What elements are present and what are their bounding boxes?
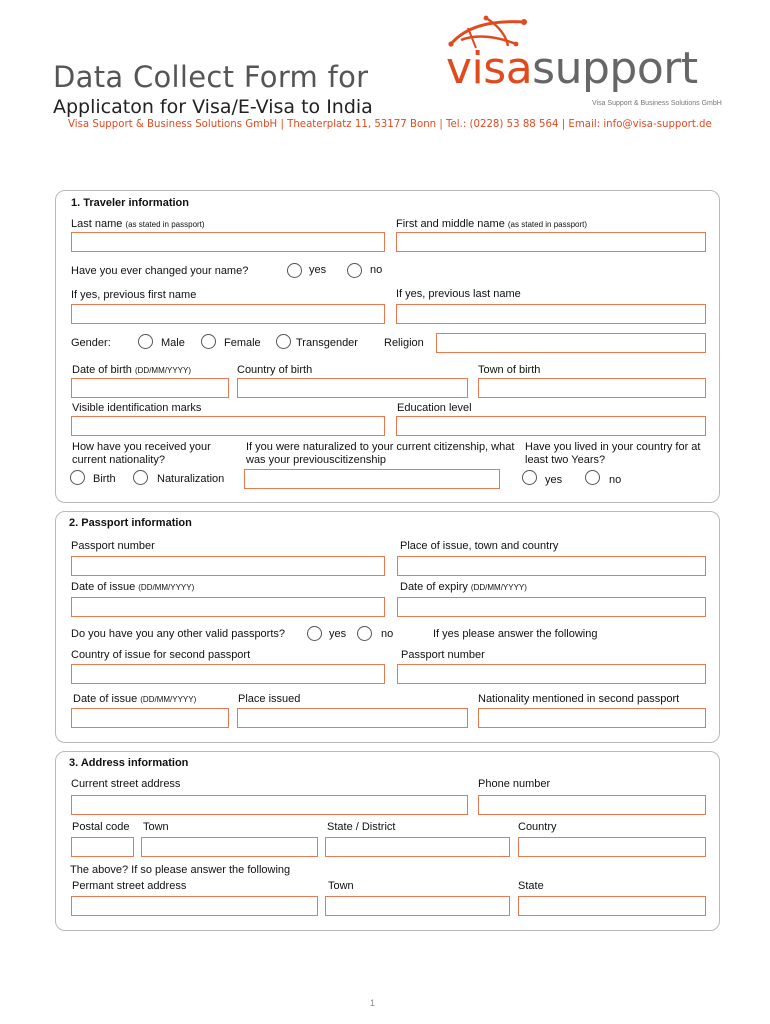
lived-no-label: no bbox=[609, 474, 622, 486]
religion-label: Religion bbox=[384, 337, 424, 349]
place-of-issue-label: Place of issue, town and country bbox=[400, 540, 559, 552]
second-passport-country-label: Country of issue for second passport bbox=[71, 649, 251, 661]
town-input[interactable] bbox=[141, 837, 318, 857]
first-name-input[interactable] bbox=[396, 232, 706, 252]
date-of-issue-label-text: Date of issue bbox=[71, 581, 139, 593]
town-of-birth-input[interactable] bbox=[478, 378, 706, 398]
nationality-birth-label: Birth bbox=[93, 473, 116, 485]
date-of-issue-note: (DD/MM/YYYY) bbox=[138, 583, 195, 592]
changed-name-yes-radio[interactable] bbox=[287, 263, 302, 278]
gender-male-radio[interactable] bbox=[138, 334, 153, 349]
if-yes-note: If yes please answer the following bbox=[433, 628, 598, 640]
previous-last-name-label: If yes, previous last name bbox=[396, 288, 521, 300]
logo-support: support bbox=[532, 43, 698, 94]
permanent-street-label: Permant street address bbox=[72, 880, 187, 892]
other-passports-no-label: no bbox=[381, 628, 394, 640]
second-date-of-issue-note: (DD/MM/YYYY) bbox=[140, 695, 197, 704]
passport-number-input[interactable] bbox=[71, 556, 385, 576]
passport-number-label: Passport number bbox=[71, 540, 155, 552]
first-name-label-text: First and middle name bbox=[396, 218, 508, 230]
religion-input[interactable] bbox=[436, 333, 706, 353]
visible-marks-input[interactable] bbox=[71, 416, 385, 436]
first-name-note: (as stated in passport) bbox=[507, 220, 588, 229]
changed-name-question: Have you ever changed your name? bbox=[71, 265, 249, 277]
gender-female-radio[interactable] bbox=[201, 334, 216, 349]
permanent-street-input[interactable] bbox=[71, 896, 318, 916]
permanent-town-label: Town bbox=[328, 880, 354, 892]
country-label: Country bbox=[518, 821, 557, 833]
last-name-input[interactable] bbox=[71, 232, 385, 252]
postal-code-label: Postal code bbox=[72, 821, 130, 833]
other-passports-yes-label: yes bbox=[329, 628, 347, 640]
place-issued-label: Place issued bbox=[238, 693, 301, 705]
dob-note: (DD/MM/YYYY) bbox=[134, 366, 191, 375]
permanent-town-input[interactable] bbox=[325, 896, 510, 916]
visible-marks-label: Visible identification marks bbox=[72, 402, 202, 414]
date-of-issue-input[interactable] bbox=[71, 597, 385, 617]
form-title: Data Collect Form for bbox=[53, 60, 369, 94]
logo bbox=[446, 43, 698, 94]
date-of-expiry-input[interactable] bbox=[397, 597, 706, 617]
date-of-expiry-label-text: Date of expiry bbox=[400, 581, 471, 593]
place-issued-input[interactable] bbox=[237, 708, 468, 728]
education-level-input[interactable] bbox=[396, 416, 706, 436]
second-passport-number-input[interactable] bbox=[397, 664, 706, 684]
postal-code-input[interactable] bbox=[71, 837, 134, 857]
other-passports-yes-radio[interactable] bbox=[307, 626, 322, 641]
current-street-label: Current street address bbox=[71, 778, 181, 790]
phone-number-input[interactable] bbox=[478, 795, 706, 815]
current-street-input[interactable] bbox=[71, 795, 468, 815]
second-nationality-input[interactable] bbox=[478, 708, 706, 728]
changed-name-yes-label: yes bbox=[309, 264, 327, 276]
contact-line: Visa Support & Business Solutions GmbH | Theaterplatz 11, 53177 Bonn | Tel.: (0228) 53 88 564 | Email: info@visa-support.de bbox=[68, 119, 712, 130]
form-subtitle: Applicaton for Visa/E-Visa to India bbox=[53, 96, 373, 118]
second-passport-country-input[interactable] bbox=[71, 664, 385, 684]
gender-transgender-radio[interactable] bbox=[276, 334, 291, 349]
second-date-of-issue-label bbox=[73, 693, 196, 706]
dob-label-text: Date of birth bbox=[72, 364, 135, 376]
lived-yes-radio[interactable] bbox=[522, 470, 537, 485]
logo-visa: visa bbox=[446, 43, 533, 94]
country-of-birth-input[interactable] bbox=[237, 378, 468, 398]
second-date-of-issue-input[interactable] bbox=[71, 708, 229, 728]
permanent-state-input[interactable] bbox=[518, 896, 706, 916]
nationality-naturalization-radio[interactable] bbox=[133, 470, 148, 485]
state-district-label: State / District bbox=[327, 821, 396, 833]
section-2-title: 2. Passport information bbox=[69, 517, 192, 529]
lived-no-radio[interactable] bbox=[585, 470, 600, 485]
date-of-issue-label bbox=[71, 581, 194, 594]
second-passport-number-label: Passport number bbox=[401, 649, 485, 661]
second-nationality-label: Nationality mentioned in second passport bbox=[478, 693, 680, 705]
received-nationality-question: How have you received your current nationality? bbox=[72, 441, 211, 466]
previous-first-name-label: If yes, previous first name bbox=[71, 289, 197, 301]
changed-name-no-radio[interactable] bbox=[347, 263, 362, 278]
page-number: 1 bbox=[370, 998, 376, 1008]
lived-two-years-question: Have you lived in your country for at least two Years? bbox=[525, 441, 701, 466]
education-level-label: Education level bbox=[397, 402, 472, 414]
town-label: Town bbox=[143, 821, 169, 833]
place-of-issue-input[interactable] bbox=[397, 556, 706, 576]
other-passports-question: Do you have you any other valid passports? bbox=[71, 628, 286, 640]
lived-yes-label: yes bbox=[545, 474, 563, 486]
last-name-label-text: Last name bbox=[71, 218, 126, 230]
changed-name-no-label: no bbox=[370, 264, 383, 276]
second-date-of-issue-label-text: Date of issue bbox=[73, 693, 141, 705]
gender-male-label: Male bbox=[161, 337, 185, 349]
state-district-input[interactable] bbox=[325, 837, 510, 857]
date-of-expiry-label bbox=[400, 581, 527, 594]
country-of-birth-label: Country of birth bbox=[237, 364, 313, 376]
date-of-expiry-note: (DD/MM/YYYY) bbox=[470, 583, 527, 592]
permanent-state-label: State bbox=[518, 880, 544, 892]
gender-transgender-label: Transgender bbox=[296, 337, 358, 349]
gender-female-label: Female bbox=[224, 337, 261, 349]
logo-tagline: Visa Support & Business Solutions GmbH bbox=[592, 100, 722, 107]
nationality-naturalization-label: Naturalization bbox=[157, 473, 225, 485]
gender-label: Gender: bbox=[71, 337, 111, 349]
last-name-label bbox=[71, 218, 205, 231]
nationality-birth-radio[interactable] bbox=[70, 470, 85, 485]
first-name-label bbox=[396, 218, 587, 231]
naturalized-question: If you were naturalized to your current citizenship, what was your previouscitizenship bbox=[246, 441, 515, 466]
country-input[interactable] bbox=[518, 837, 706, 857]
dob-input[interactable] bbox=[71, 378, 229, 398]
above-question: The above? If so please answer the following bbox=[70, 864, 291, 876]
section-3-title: 3. Address information bbox=[69, 757, 189, 769]
other-passports-no-radio[interactable] bbox=[357, 626, 372, 641]
previous-first-name-input[interactable] bbox=[71, 304, 385, 324]
previous-citizenship-input[interactable] bbox=[244, 469, 500, 489]
dob-label bbox=[72, 364, 191, 377]
phone-number-label: Phone number bbox=[478, 778, 551, 790]
previous-last-name-input[interactable] bbox=[396, 304, 706, 324]
town-of-birth-label: Town of birth bbox=[478, 364, 541, 376]
last-name-note: (as stated in passport) bbox=[125, 220, 205, 229]
section-1-title: 1. Traveler information bbox=[71, 197, 189, 209]
